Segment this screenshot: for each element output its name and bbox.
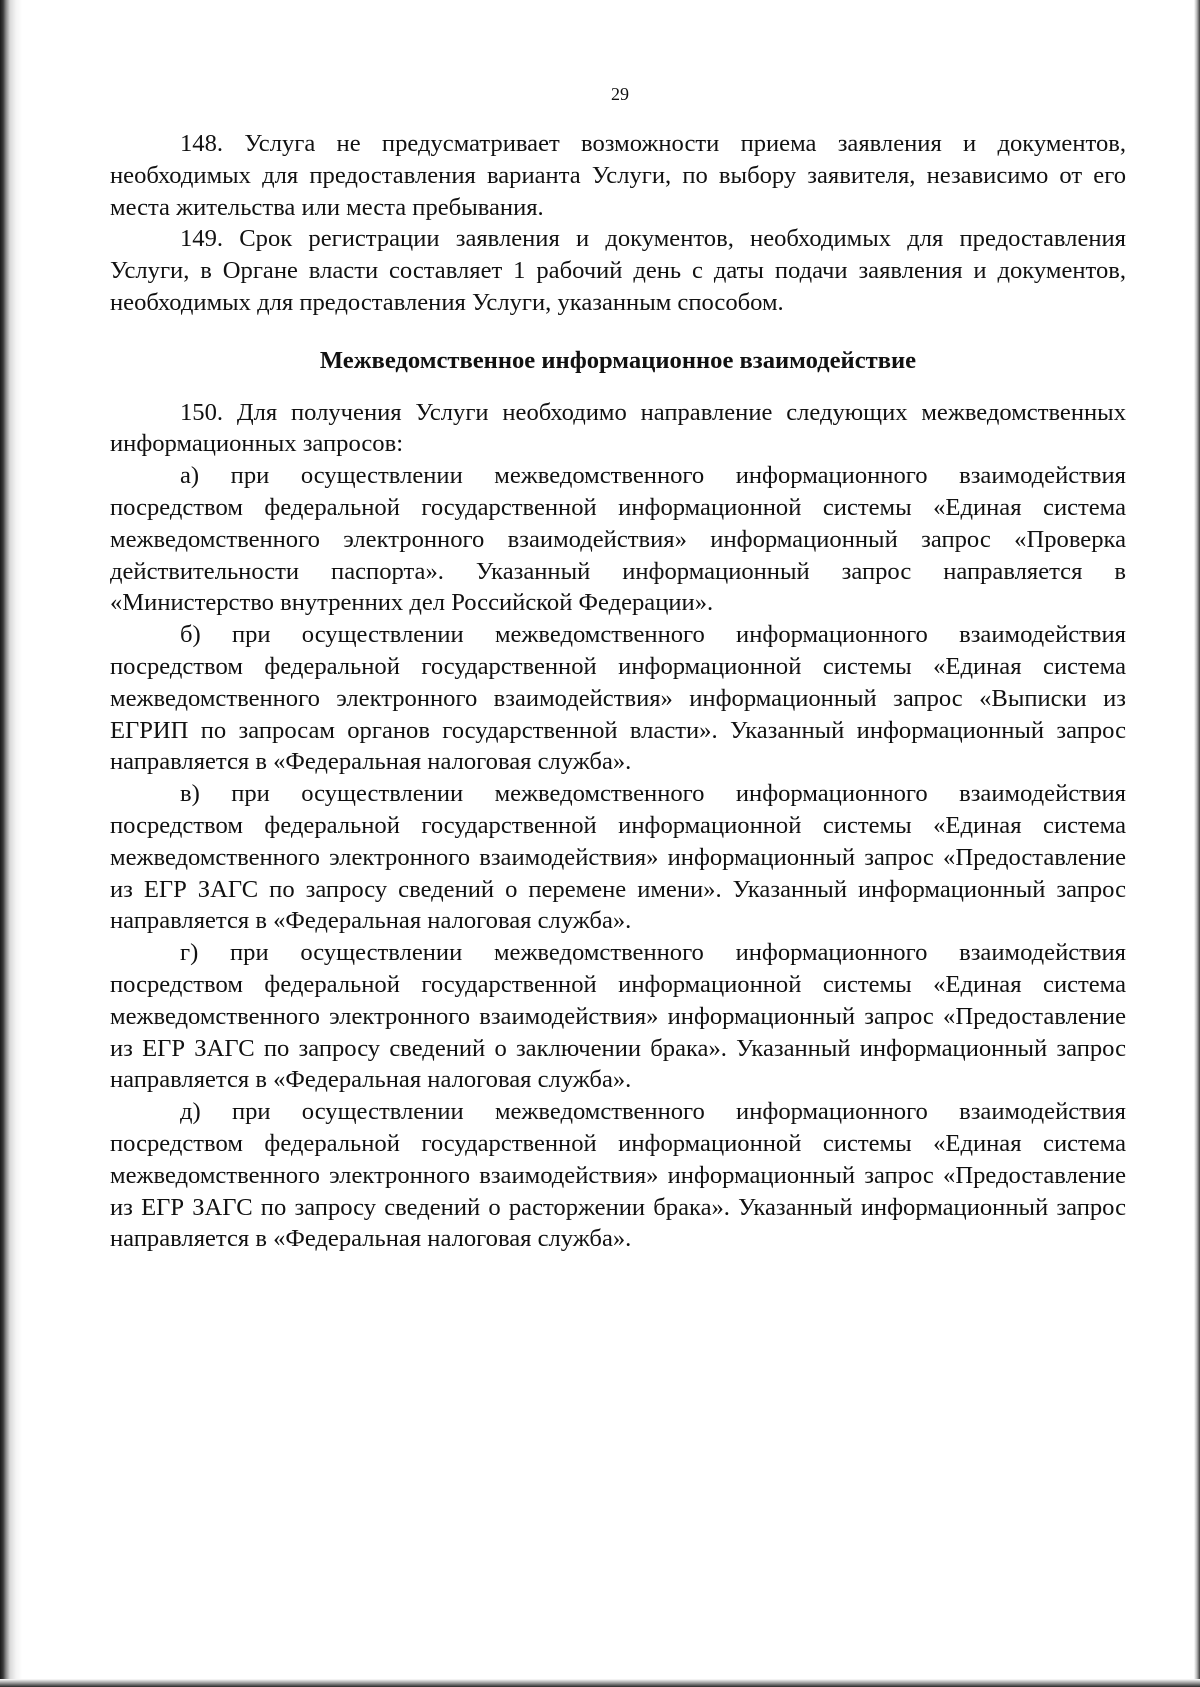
paragraph-150-b: б) при осуществлении межведомственного информационного взаимодействия посредством федеральной государственной информационной системы «Единая система межведомственного электронного взаимодействия» информационный запрос «Выписки из ЕГРИП по запросам органов государственной власти». Указанный информационный запрос направляется в «Федеральная налоговая служба». bbox=[110, 621, 1126, 776]
document-body bbox=[110, 128, 1126, 1255]
paragraph-150-a: а) при осуществлении межведомственного информационного взаимодействия посредством федеральной государственной информационной системы «Единая система межведомственного электронного взаимодействия» информационный запрос «Проверка действительности паспорта». Указанный информационный запрос направляется в «Министерство внутренних дел Российской Федерации». bbox=[110, 462, 1126, 617]
scan-right-border bbox=[1194, 0, 1200, 1687]
section-heading: Межведомственное информационное взаимодействие bbox=[319, 346, 917, 374]
scan-left-border bbox=[0, 0, 22, 1687]
paragraph-150-g: г) при осуществлении межведомственного информационного взаимодействия посредством федеральной государственной информационной системы «Единая система межведомственного электронного взаимодействия» информационный запрос «Предоставление из ЕГР ЗАГС по запросу сведений о заключении брака». Указанный информационный запрос направляется в «Федеральная налоговая служба». bbox=[110, 939, 1126, 1094]
scan-bottom-border bbox=[0, 1679, 1200, 1687]
paragraph-149: 149. Срок регистрации заявления и документов, необходимых для предоставления Услуги, в Органе власти составляет 1 рабочий день с даты подачи заявления и документов, необходимых для предоставления Услуги, указанным способом. bbox=[110, 225, 1126, 316]
paragraph-148: 148. Услуга не предусматривает возможности приема заявления и документов, необходимых для предоставления варианта Услуги, по выбору заявителя, независимо от его места жительства или места пребывания. bbox=[110, 130, 1126, 221]
paragraph-150-d: д) при осуществлении межведомственного информационного взаимодействия посредством федеральной государственной информационной системы «Единая система межведомственного электронного взаимодействия» информационный запрос «Предоставление из ЕГР ЗАГС по запросу сведений о расторжении брака». Указанный информационный запрос направляется в «Федеральная налоговая служба». bbox=[110, 1098, 1126, 1253]
page-number: 29 bbox=[611, 84, 629, 104]
paragraph-150: 150. Для получения Услуги необходимо направление следующих межведомственных информационных запросов: bbox=[110, 398, 1126, 458]
paragraph-150-v: в) при осуществлении межведомственного информационного взаимодействия посредством федеральной государственной информационной системы «Единая система межведомственного электронного взаимодействия» информационный запрос «Предоставление из ЕГР ЗАГС по запросу сведений о перемене имени». Указанный информационный запрос направляется в «Федеральная налоговая служба». bbox=[110, 780, 1126, 935]
